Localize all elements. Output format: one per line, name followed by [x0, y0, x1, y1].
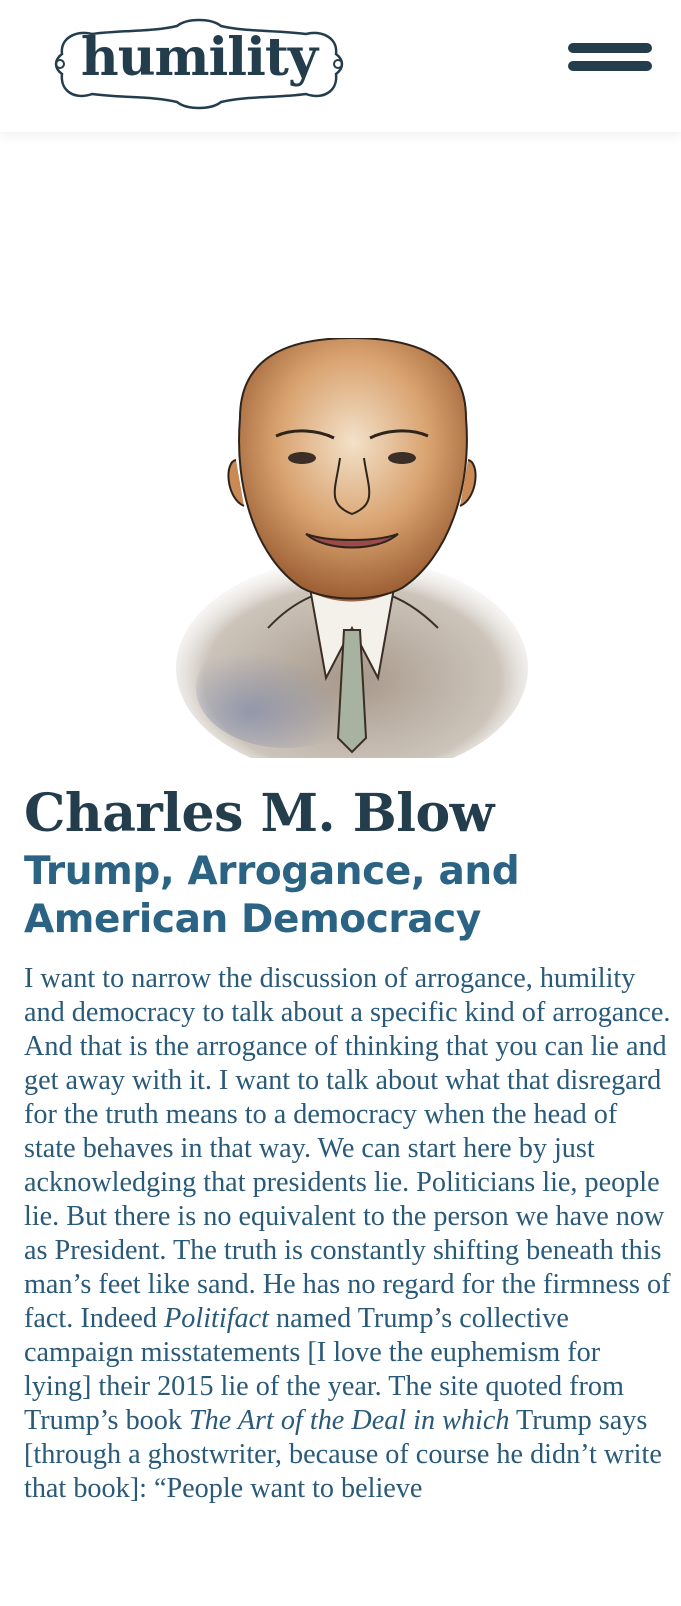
hamburger-menu-button[interactable]	[566, 38, 654, 82]
talk-title-line2: American Democracy	[24, 897, 481, 942]
talk-title	[24, 848, 664, 944]
article-text-part2: named Trump’s collective campaign misstatements [I love the euphemism for lying] their 2015 lie of the year. The site quoted from Trump’s book	[24, 1303, 624, 1436]
article-paragraph	[24, 962, 674, 1506]
talk-title-line1: Trump, Arrogance, and	[24, 849, 520, 894]
menu-bar-icon	[568, 61, 652, 71]
article-text-part3: Trump says [through a ghostwriter, because of course he didn’t write that book]: “People want to believe	[24, 1405, 662, 1504]
speaker-name: Charles M. Blow	[24, 783, 494, 844]
speaker-portrait	[176, 338, 528, 758]
site-header	[0, 0, 681, 132]
portrait-illustration-icon	[176, 338, 528, 758]
menu-bar-icon	[568, 43, 652, 53]
politifact-reference: Politifact	[164, 1303, 269, 1334]
humility-logo[interactable]	[52, 16, 346, 112]
logo-wordmark: humility	[80, 27, 318, 88]
book-title: The Art of the Deal in which	[189, 1405, 510, 1436]
article-text-part1: I want to narrow the discussion of arrogance, humility and democracy to talk about a specific kind of arrogance. And that is the arrogance of thinking that you can lie and get away with it. I want to talk about what that disregard for the truth means to a democracy when the head of state behaves in that way. We can start here by just acknowledging that presidents lie. Politicians lie, people lie. But there is no equivalent to the person we have now as President. The truth is constantly shifting beneath this man’s feet like sand. He has no regard for the firmness of fact. Indeed	[24, 963, 671, 1334]
